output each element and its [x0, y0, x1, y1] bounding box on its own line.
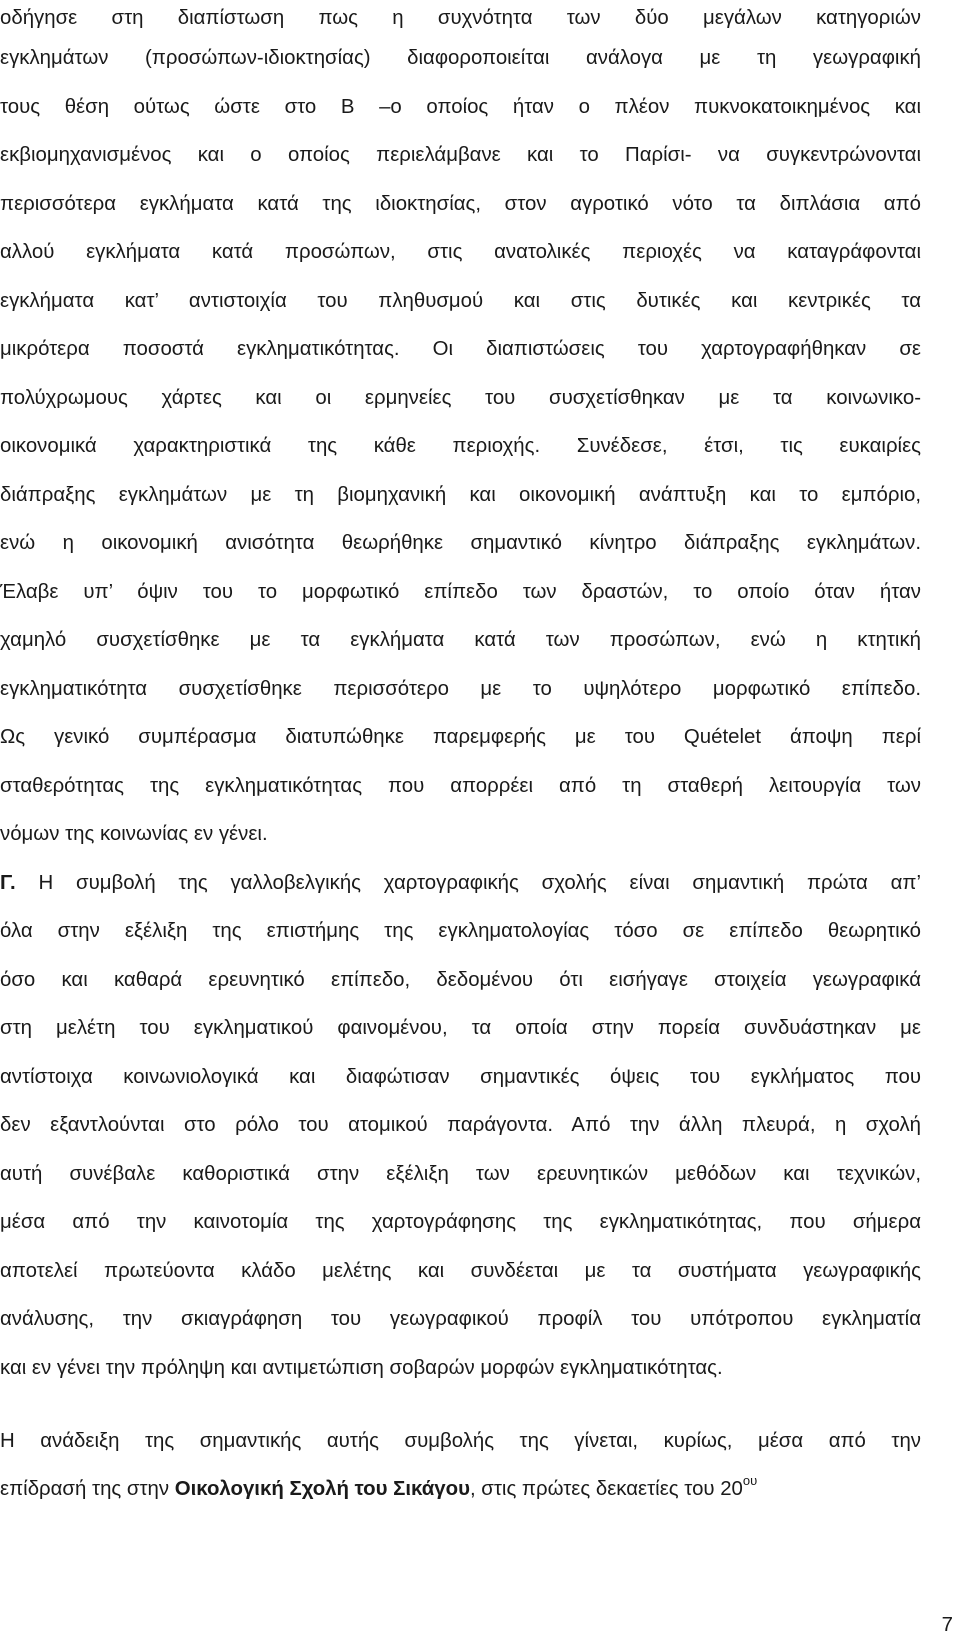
text-line: όλα στην εξέλιξη της επιστήμης της εγκληματολογίας τόσο σε επίπεδο θεωρητικό — [0, 920, 921, 942]
text-line: Ως γενικό συμπέρασμα διατυπώθηκε παρεμφερής με του Quételet άποψη περί — [0, 726, 921, 748]
page-number: 7 — [941, 1614, 953, 1636]
text-span: επίδρασή της στην — [0, 1478, 175, 1500]
text-line: Έλαβε υπ’ όψιν του το μορφωτικό επίπεδο των δραστών, το οποίο όταν ήταν — [0, 581, 921, 603]
text-line: αλλού εγκλήματα κατά προσώπων, στις ανατολικές περιοχές να καταγράφονται — [0, 241, 921, 263]
text-line: στη μελέτη του εγκληματικού φαινομένου, τα οποία στην πορεία συνδυάστηκαν με — [0, 1017, 921, 1039]
text-line: διάπραξης εγκλημάτων με τη βιομηχανική και οικονομική ανάπτυξη και το εμπόριο, — [0, 484, 921, 506]
text-line: ανάλυσης, την σκιαγράφηση του γεωγραφικού προφίλ του υπότροπου εγκληματία — [0, 1308, 921, 1330]
superscript: ου — [742, 1473, 758, 1488]
text-line: σταθερότητας της εγκληματικότητας που απορρέει από τη σταθερή λειτουργία των — [0, 775, 921, 797]
text-line: Η ανάδειξη της σημαντικής αυτής συμβολής της γίνεται, κυρίως, μέσα από την — [0, 1430, 921, 1452]
text-line: όσο και καθαρά ερευνητικό επίπεδο, δεδομένου ότι εισήγαγε στοιχεία γεωγραφικά — [0, 969, 921, 991]
text-line: και εν γένει την πρόληψη και αντιμετώπιση σοβαρών μορφών εγκληματικότητας. — [0, 1357, 723, 1379]
text-line — [0, 869, 921, 897]
text-line: πολύχρωμους χάρτες και οι ερμηνείες του συσχετίσθηκαν με τα κοινωνικο- — [0, 387, 921, 409]
text-line: νόμων της κοινωνίας εν γένει. — [0, 823, 268, 845]
text-line: μέσα από την καινοτομία της χαρτογράφησης της εγκληματικότητας, που σήμερα — [0, 1211, 921, 1233]
text-line: περισσότερα εγκλήματα κατά της ιδιοκτησίας, στον αγροτικό νότο τα διπλάσια από — [0, 193, 921, 215]
text-line: ενώ η οικονομική ανισότητα θεωρήθηκε σημαντικό κίνητρο διάπραξης εγκλημάτων. — [0, 532, 921, 554]
text-line: εκβιομηχανισμένος και ο οποίος περιελάμβανε και το Παρίσι- να συγκεντρώνονται — [0, 144, 921, 166]
text-span: Η συμβολή της γαλλοβελγικής χαρτογραφικής σχολής είναι σημαντική πρώτα απ’ — [15, 872, 921, 894]
text-line: οικονομικά χαρακτηριστικά της κάθε περιοχής. Συνέδεσε, έτσι, τις ευκαιρίες — [0, 435, 921, 457]
text-line: εγκλημάτων (προσώπων-ιδιοκτησίας) διαφοροποιείται ανάλογα με τη γεωγραφική — [0, 47, 921, 69]
section-label: Γ. — [0, 872, 16, 894]
text-line: δεν εξαντλούνται στο ρόλο του ατομικού παράγοντα. Από την άλλη πλευρά, η σχολή — [0, 1114, 921, 1136]
text-line: μικρότερα ποσοστά εγκληματικότητας. Οι διαπιστώσεις του χαρτογραφήθηκαν σε — [0, 338, 921, 360]
text-line: οδήγησε στη διαπίστωση πως η συχνότητα των δύο μεγάλων κατηγοριών — [0, 7, 921, 29]
text-line: εγκληματικότητα συσχετίσθηκε περισσότερο με το υψηλότερο μορφωτικό επίπεδο. — [0, 678, 921, 700]
text-line: χαμηλό συσχετίσθηκε με τα εγκλήματα κατά των προσώπων, ενώ η κτητική — [0, 629, 921, 651]
text-line: αποτελεί πρωτεύοντα κλάδο μελέτης και συνδέεται με τα συστήματα γεωγραφικής — [0, 1260, 921, 1282]
text-line — [0, 1475, 921, 1503]
bold-term: Οικολογική Σχολή του Σικάγου — [174, 1478, 470, 1500]
text-span: , στις πρώτες δεκαετίες του 20 — [469, 1478, 743, 1500]
text-line: τους θέση ούτως ώστε στο Β –ο οποίος ήταν ο πλέον πυκνοκατοικημένος και — [0, 96, 921, 118]
text-line: αντίστοιχα κοινωνιολογικά και διαφώτισαν σημαντικές όψεις του εγκλήματος που — [0, 1066, 921, 1088]
text-line: εγκλήματα κατ’ αντιστοιχία του πληθυσμού και στις δυτικές και κεντρικές τα — [0, 290, 921, 312]
text-line: αυτή συνέβαλε καθοριστικά στην εξέλιξη των ερευνητικών μεθόδων και τεχνικών, — [0, 1163, 921, 1185]
